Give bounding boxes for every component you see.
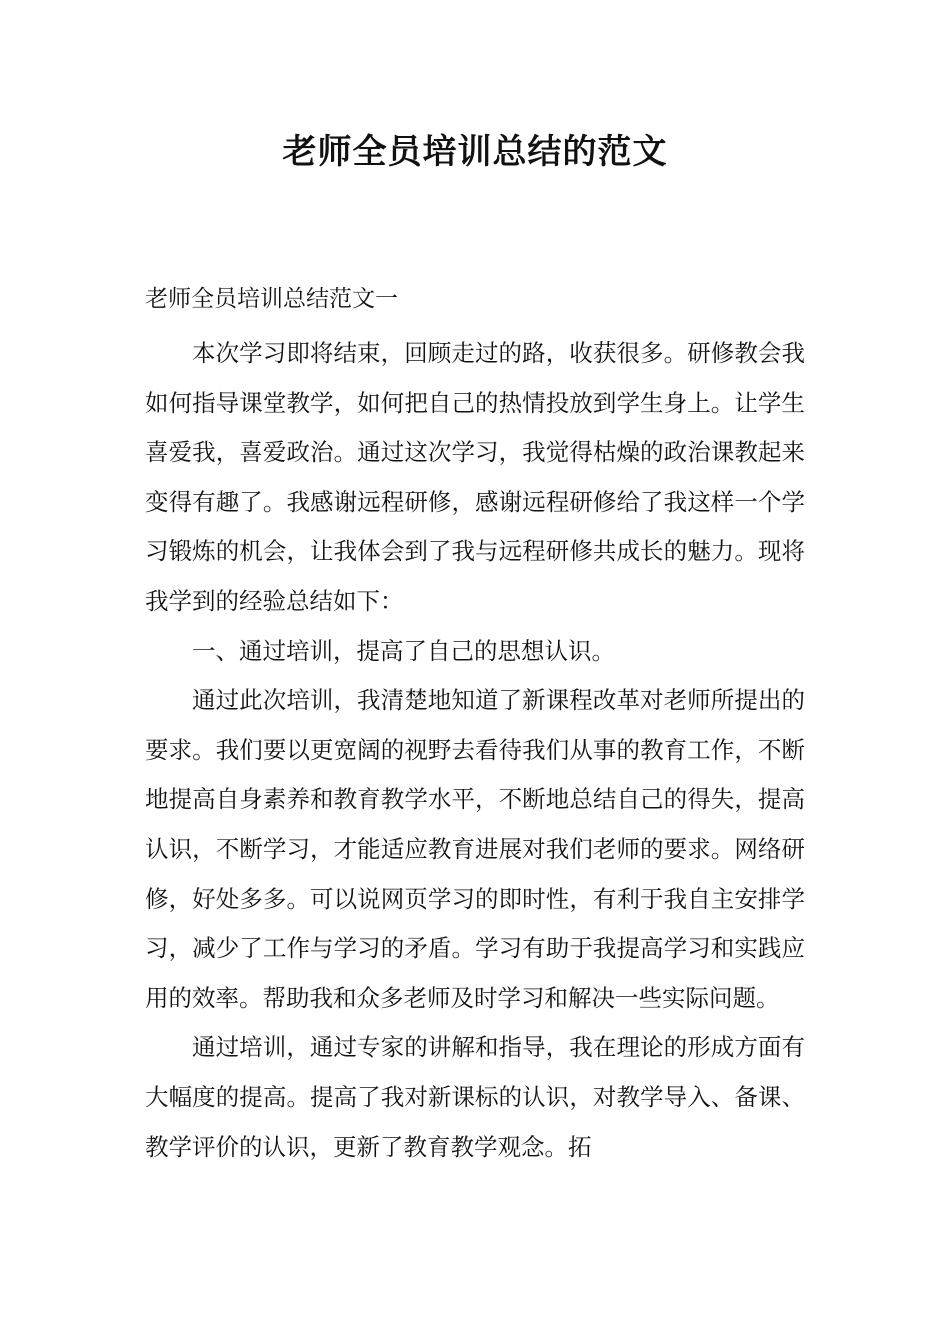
paragraph-expert-guidance: 通过培训，通过专家的讲解和指导，我在理论的形成方面有大幅度的提高。提高了我对新课标的认识，对教学导入、备课、教学评价的认识，更新了教育教学观念。拓 [145, 1033, 805, 1161]
document-title: 老师全员培训总结的范文 [282, 132, 668, 172]
paragraph-intro: 本次学习即将结束，回顾走过的路，收获很多。研修教会我如何指导课堂教学，如何把自己的热情投放到学生身上。让学生喜爱我，喜爱政治。通过这次学习，我觉得枯燥的政治课教起来变得有趣了。我感谢远程研修，感谢远程研修给了我这样一个学习锻炼的机会，让我体会到了我与远程研修共成长的魅力。现将我学到的经验总结如下： [145, 339, 805, 615]
paragraph-training-requirements: 通过此次培训，我清楚地知道了新课程改革对老师所提出的要求。我们要以更宽阔的视野去看待我们从事的教育工作，不断地提高自身素养和教育教学水平，不断地总结自己的得失，提高认识，不断学习，才能适应教育进展对我们老师的要求。网络研修，好处多多。可以说网页学习的即时性，有利于我自主安排学习，减少了工作与学习的矛盾。学习有助于我提高学习和实践应用的效率。帮助我和众多老师及时学习和解决一些实际问题。 [145, 686, 805, 1012]
document-body [145, 329, 805, 1172]
paragraph-point-one: 一、通过培训，提高了自己的思想认识。 [192, 636, 615, 665]
section-heading: 老师全员培训总结范文一 [145, 286, 398, 312]
